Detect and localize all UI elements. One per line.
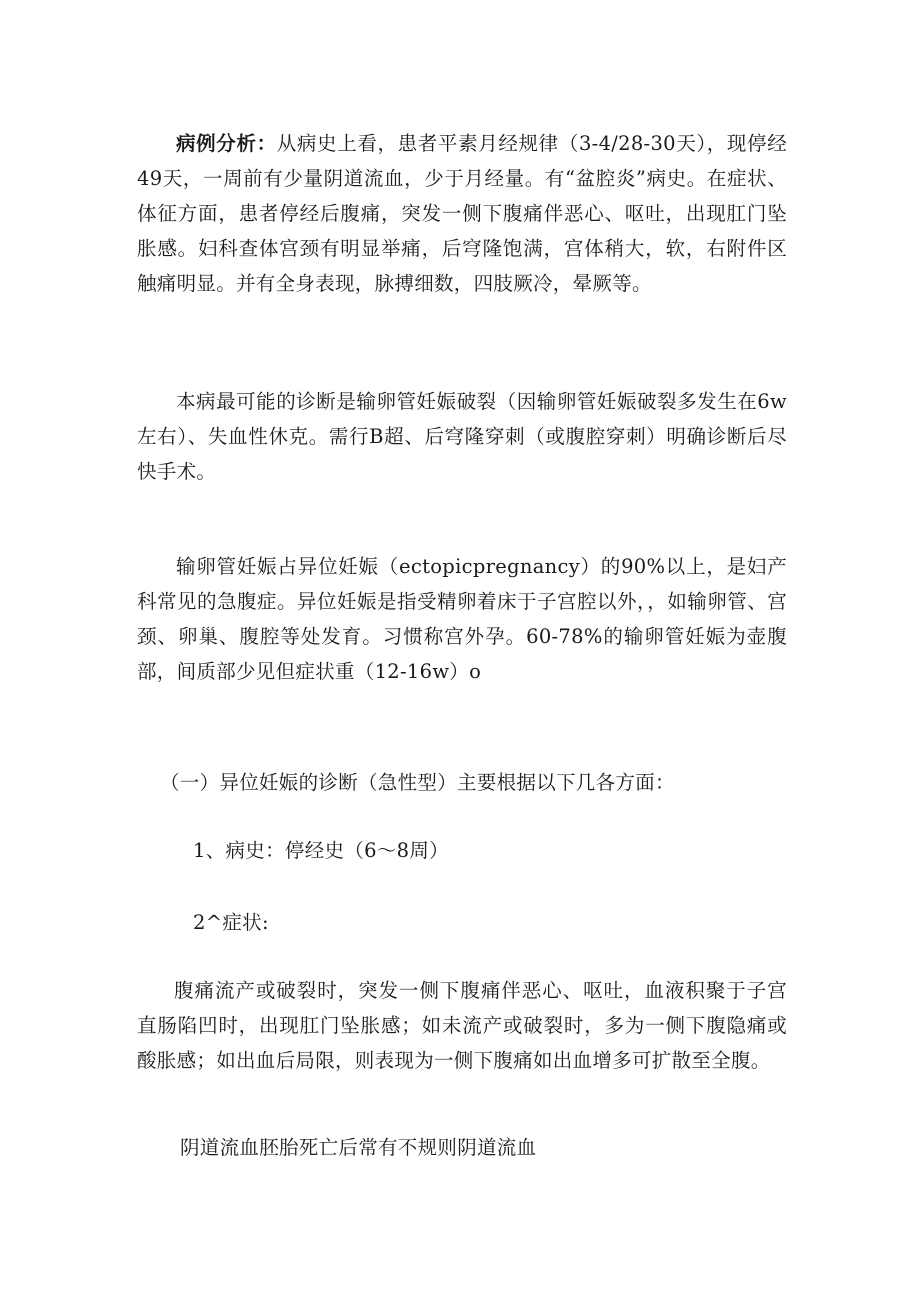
symptoms-item: 2^症状: [193,911,269,934]
tubal-pregnancy-paragraph: 输卵管妊娠占异位妊娠（ectopicpregnancy）的90%以上，是妇产科常见的急腹症。异位妊娠是指受精卵着床于子宫腔以外，，如输卵管、宫颈、卵巢、腹腔等处发育。习惯称宫外孕。60-78%的输卵管妊娠为壶腹部，间质部少见但症状重（12-16w）o [137,555,787,683]
section-heading-diagnosis: （一）异位妊娠的诊断（急性型）主要根据以下几各方面： [160,771,675,794]
abdominal-pain-paragraph: 腹痛流产或破裂时，突发一侧下腹痛伴恶心、呕吐，血液积聚于子宫直肠陷凹时，出现肛门坠胀感；如未流产或破裂时，多为一侧下腹隐痛或酸胀感；如出血后局限，则表现为一侧下腹痛如出血增多可扩散至全腹。 [137,979,787,1072]
case-analysis-paragraph [137,126,787,301]
history-item: 1、病史：停经史（6～8周） [193,839,449,862]
vaginal-bleeding-paragraph: 阴道流血胚胎死亡后常有不规则阴道流血 [180,1136,537,1159]
case-analysis-text: 从病史上看，患者平素月经规律（3-4/28-30天），现停经49天，一周前有少量阴道流血，少于月经量。有“盆腔炎”病史。在症状、体征方面，患者停经后腹痛，突发一侧下腹痛伴恶心、呕吐，出现肛门坠胀感。妇科查体宫颈有明显举痛，后穹隆饱满，宫体稍大，软，右附件区触痛明显。并有全身表现，脉搏细数，四肢厥冷，晕厥等。 [137,132,787,295]
diagnosis-paragraph: 本病最可能的诊断是输卵管妊娠破裂（因输卵管妊娠破裂多发生在6w左右）、失血性休克。需行B超、后穹隆穿刺（或腹腔穿刺）明确诊断后尽快手术。 [137,390,787,483]
case-analysis-label: 病例分析： [176,132,277,155]
